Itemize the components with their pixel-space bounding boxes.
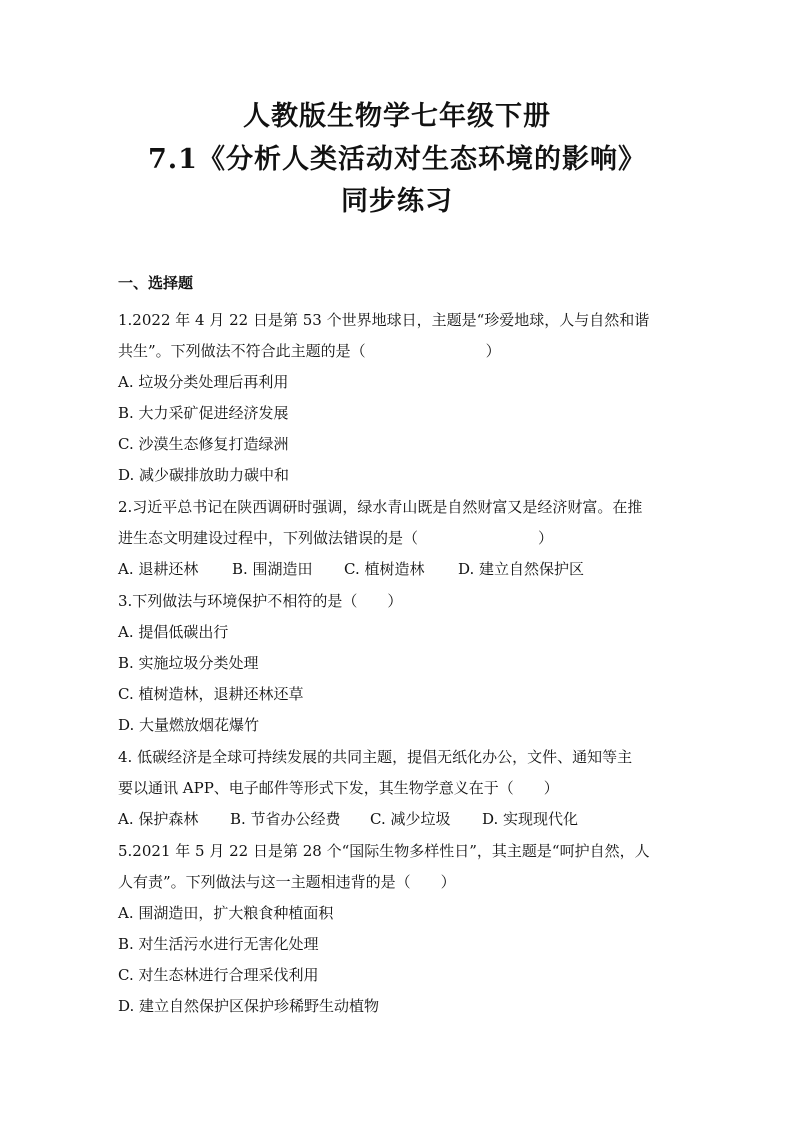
- question-1-stem-line-2: 共生”。下列做法不符合此主题的是（ ）: [118, 342, 501, 360]
- question-1-stem-line-1: 1.2022 年 4 月 22 日是第 53 个世界地球日，主题是“珍爱地球，人与自然和谐: [118, 311, 650, 329]
- question-2-option-d: D. 建立自然保护区: [458, 560, 585, 578]
- question-4-stem-line-2: 要以通讯 APP、电子邮件等形式下发，其生物学意义在于（ ）: [118, 779, 559, 797]
- question-4-option-c: C. 减少垃圾: [370, 810, 451, 828]
- question-5-option-d: D. 建立自然保护区保护珍稀野生动植物: [118, 997, 380, 1015]
- document-title-line-1: 人教版生物学七年级下册: [243, 101, 551, 132]
- document-title-line-2: 7.1《分析人类活动对生态环境的影响》: [148, 144, 646, 175]
- section-heading: 一、选择题: [118, 274, 194, 292]
- question-5-option-b: B. 对生活污水进行无害化处理: [118, 935, 319, 953]
- question-5-stem-line-2: 人有责”。下列做法与这一主题相违背的是（ ）: [118, 873, 456, 891]
- question-4-option-a: A. 保护森林: [118, 810, 199, 828]
- question-4-stem-line-1: 4. 低碳经济是全球可持续发展的共同主题，提倡无纸化办公，文件、通知等主: [118, 748, 633, 766]
- question-2-stem-line-2: 进生态文明建设过程中，下列做法错误的是（ ）: [118, 529, 554, 547]
- question-4-option-d: D. 实现现代化: [482, 810, 579, 828]
- question-2-stem-line-1: 2.习近平总书记在陕西调研时强调，绿水青山既是自然财富又是经济财富。在推: [118, 498, 643, 516]
- question-1-option-c: C. 沙漠生态修复打造绿洲: [118, 435, 289, 453]
- document-title-line-3: 同步练习: [341, 186, 453, 217]
- question-2-option-b: B. 围湖造田: [232, 560, 313, 578]
- question-1-option-b: B. 大力采矿促进经济发展: [118, 404, 289, 422]
- question-4-option-b: B. 节省办公经费: [230, 810, 341, 828]
- question-2-options-row: [118, 558, 584, 580]
- question-3-option-a: A. 提倡低碳出行: [118, 623, 229, 641]
- question-2-option-a: A. 退耕还林: [118, 560, 199, 578]
- question-5-stem-line-1: 5.2021 年 5 月 22 日是第 28 个“国际生物多样性日”，其主题是“呵护自然，人: [118, 842, 650, 860]
- question-2-option-c: C. 植树造林: [344, 560, 425, 578]
- question-5-option-a: A. 围湖造田，扩大粮食种植面积: [118, 904, 334, 922]
- question-3-stem-line-1: 3.下列做法与环境保护不相符的是（ ）: [118, 592, 403, 610]
- question-3-option-c: C. 植树造林，退耕还林还草: [118, 685, 304, 703]
- question-5-option-c: C. 对生态林进行合理采伐利用: [118, 966, 319, 984]
- question-1-option-a: A. 垃圾分类处理后再利用: [118, 373, 289, 391]
- question-3-option-d: D. 大量燃放烟花爆竹: [118, 716, 260, 734]
- question-3-option-b: B. 实施垃圾分类处理: [118, 654, 259, 672]
- question-4-options-row: [118, 808, 578, 830]
- question-1-option-d: D. 减少碳排放助力碳中和: [118, 466, 290, 484]
